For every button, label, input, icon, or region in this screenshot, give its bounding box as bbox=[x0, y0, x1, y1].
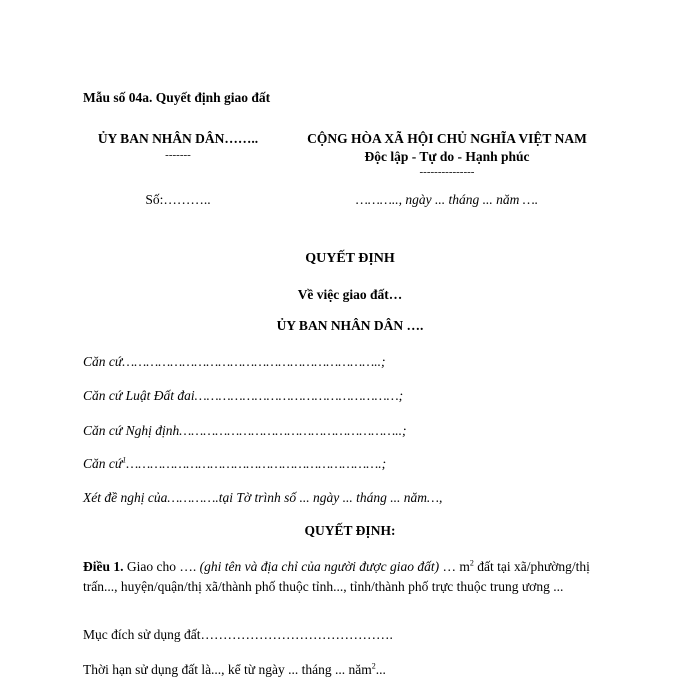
legal-basis-1: Căn cứ………………………………………………………..; bbox=[83, 354, 386, 369]
date-line: ……….., ngày ... tháng ... năm …. bbox=[355, 192, 539, 207]
form-title: Mẫu số 04a. Quyết định giao đất bbox=[83, 90, 271, 105]
legal-basis-decree: Căn cứ Nghị định………………………………………………..; bbox=[83, 423, 407, 438]
legal-basis-4: Căn cứ$^1$……………………………………………………….; bbox=[83, 455, 387, 471]
decision-subject: Về việc giao đất… bbox=[297, 287, 403, 302]
proposal-consideration: Xét đề nghị của………….tại Tờ trình số ... ngày ... tháng ... năm…, bbox=[83, 490, 443, 505]
land-use-duration: Thời hạn sử dụng đất là..., kể từ ngày ... tháng ... năm$^2$... bbox=[83, 661, 386, 677]
national-title: CỘNG HÒA XÃ HỘI CHỦ NGHĨA VIỆT NAM bbox=[307, 131, 587, 146]
motto-separator: --------------- bbox=[419, 166, 475, 178]
national-motto: Độc lập - Tự do - Hạnh phúc bbox=[364, 149, 530, 164]
decision-title: QUYẾT ĐỊNH bbox=[305, 251, 395, 266]
agency-name: ỦY BAN NHÂN DÂN…….. bbox=[97, 131, 259, 146]
land-use-purpose: Mục đích sử dụng đất……………………………………. bbox=[83, 627, 393, 642]
document-number: Số:……….. bbox=[145, 192, 211, 207]
legal-basis-land-law: Căn cứ Luật Đất đai……………………………………………; bbox=[83, 388, 404, 403]
agency-separator: ------- bbox=[165, 149, 191, 161]
article-1: Điều 1. Giao cho …. (ghi tên và địa chỉ của người được giao đất) … $m^2$ đất tại xã/phường/thị trấn..., huyện/quận/thị xã/thành phố thuộc tỉnh..., tỉnh/thành phố trực thuộc trung ương ... bbox=[83, 558, 590, 594]
article-1-label: Điều 1. bbox=[83, 559, 124, 574]
issuing-authority: ỦY BAN NHÂN DÂN …. bbox=[276, 318, 424, 333]
decide-heading: QUYẾT ĐỊNH: bbox=[304, 523, 396, 538]
